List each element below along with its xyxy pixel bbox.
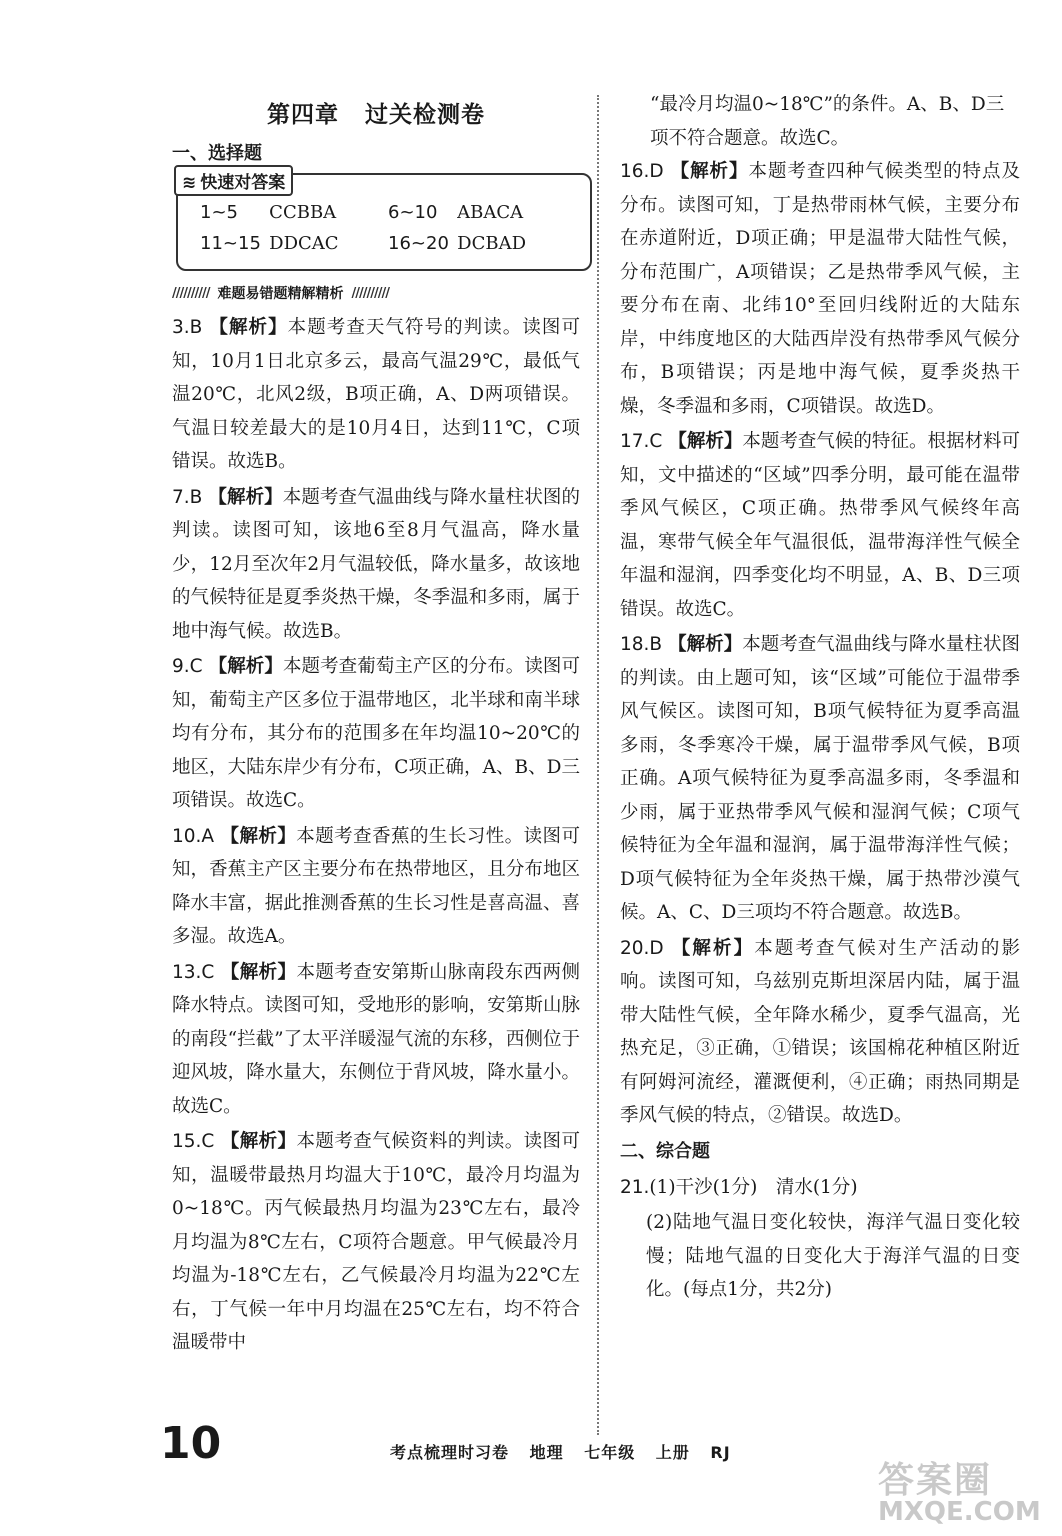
banner-deco-right: ////////// (351, 285, 389, 301)
answer-item: 7.B 【解析】本题考查气温曲线与降水量柱状图的判读。读图可知，该地6至8月气温高，降水量少，12月至次年2月气温较低，降水量多，故该地的气候特征是夏季炎热干燥，冬季温和多雨，属于地中海气候。故选B。 (172, 486, 580, 642)
column-divider (597, 95, 599, 1435)
section-heading-choice: 一、选择题 (172, 143, 262, 164)
right-column (620, 88, 1020, 1309)
answer-item: 9.C 【解析】本题考查葡萄主产区的分布。读图可知，葡萄主产区多位于温带地区，北半球和南半球均有分布，其分布的范围多在年均温10~20℃的地区，大陆东岸少有分布，C项正确，A、B、D三项错误。故选C。 (172, 656, 580, 811)
banner-deco-left: ////////// (172, 285, 210, 301)
quick-answer-label: ≋ 快速对答案 (174, 165, 293, 196)
answer-item: 10.A 【解析】本题考查香蕉的生长习性。读图可知，香蕉主产区主要分布在热带地区，且分布地区降水丰富，据此推测香蕉的生长习性是喜高温、喜多湿。故选A。 (172, 825, 580, 947)
answer-item: 16.D 【解析】本题考查四种气候类型的特点及分布。读图可知，丁是热带雨林气候，主要分布在赤道附近，D项正确；甲是温带大陆性气候，分布范围广，A项错误；乙是热带季风气候，主要分布在南、北纬10°至回归线附近的大陆东岸，中纬度地区的大陆西岸没有热带季风气候分布，B项错误；丙是地中海气候，夏季炎热干燥，冬季温和多雨，C项错误。故选D。 (620, 161, 1020, 417)
site-watermark: 答案圈 MXQE.COM (878, 1460, 1041, 1527)
answer-item: 17.C 【解析】本题考查气候的特征。根据材料可知，文中描述的“区域”四季分明，最可能在温带季风气候区，C项正确。热带季风气候终年高温，寒带气候全年气温很低，温带海洋性气候全年温和湿润，四季变化均不明显，A、B、D三项错误。故选C。 (620, 431, 1020, 620)
page-number: 10 (160, 1418, 222, 1469)
answer-item: 15.C 【解析】本题考查气候资料的判读。读图可知，温暖带最热月均温大于10℃，最冷月均温为0~18℃。丙气候最热月均温为23℃左右，最冷月均温为8℃左右，C项符合题意。甲气候最冷月均温为-18℃左右，乙气候最冷月均温为22℃左右，丁气候一年中月均温在25℃左右，均不符合温暖带中 (172, 1131, 580, 1353)
answer-item: 20.D 【解析】本题考查气候对生产活动的影响。读图可知，乌兹别克斯坦深居内陆，属于温带大陆性气候，全年降水稀少，夏季气温高，光热充足，③正确，①错误；该国棉花种植区附近有阿姆河流经，灌溉便利，④正确；雨热同期是季风气候的特点，②错误。故选D。 (620, 937, 1020, 1126)
quick-answer-box (176, 173, 592, 271)
left-column (172, 88, 580, 1362)
answer-item: 3.B 【解析】本题考查天气符号的判读。读图可知，10月1日北京多云，最高气温29℃，最低气温20℃，北风2级，B项正确，A、D两项错误。气温日较差最大的是10月4日，达到11℃，C项错误。故选B。 (172, 317, 580, 472)
analysis-banner: ////////// 难题易错题精解精析 ////////// (172, 285, 389, 302)
answer-continuation: “最冷月均温0~18℃”的条件。A、B、D三项不符合题意。故选C。 (650, 94, 1005, 149)
answer-row: 11~15 DDCAC 16~20 DCBAD (200, 233, 527, 254)
wave-icon: ≋ (182, 173, 197, 193)
answer-item: 21.(1)干沙(1分) 清水(1分) (620, 1176, 858, 1198)
answer-item: 18.B 【解析】本题考查气温曲线与降水量柱状图的判读。由上题可知，该“区域”可能位于温带季风气候区。读图可知，B项气候特征为夏季高温多雨，冬季寒冷干燥，属于温带季风气候，B项正确。A项气候特征为夏季高温多雨，冬季温和少雨，属于亚热带季风气候和湿润气候；C项气候特征为全年温和湿润，属于温带海洋性气候；D项气候特征为全年炎热干燥，属于热带沙漠气候。A、C、D三项均不符合题意。故选B。 (620, 634, 1020, 923)
answer-subitem: (2)陆地气温日变化较快，海洋气温日变化较慢；陆地气温的日变化大于海洋气温的日变化。(每点1分，共2分) (646, 1212, 1020, 1300)
answer-item: 13.C 【解析】本题考查安第斯山脉南段东西两侧降水特点。读图可知，受地形的影响，安第斯山脉的南段“拦截”了太平洋暖湿气流的东移，西侧位于迎风坡，降水量大，东侧位于背风坡，降水量小。故选C。 (172, 961, 580, 1117)
footer-book-info: 考点梳理时习卷 地理 七年级 上册 RJ (390, 1443, 731, 1462)
answer-row: 1~5 CCBBA 6~10 ABACA (200, 202, 524, 223)
page-title: 第四章 过关检测卷 (267, 102, 485, 128)
section-heading-comprehensive: 二、综合题 (620, 1140, 710, 1162)
